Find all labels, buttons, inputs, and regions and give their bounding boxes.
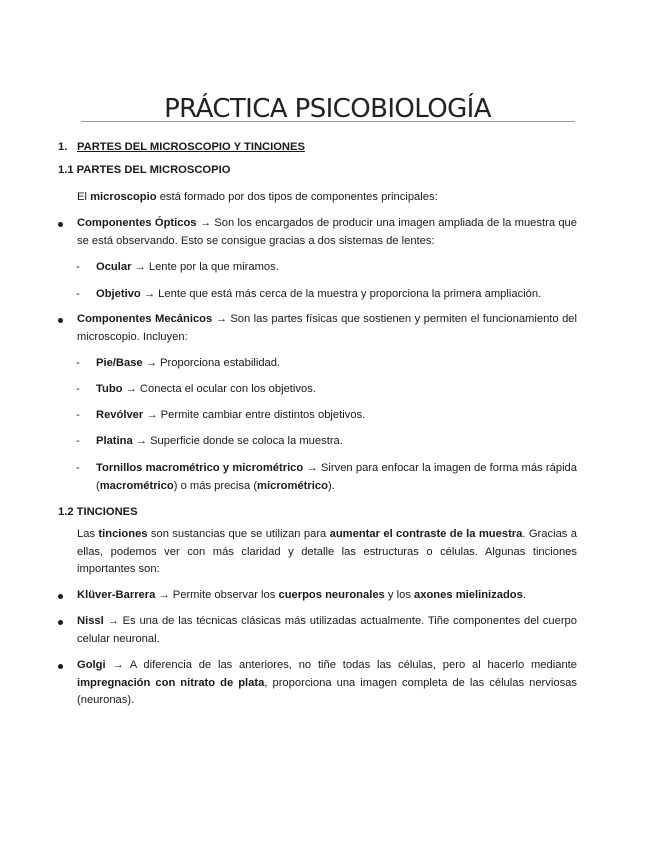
kluver-text-1: → Permite observar los xyxy=(155,589,279,601)
intro-text-a: El xyxy=(77,191,91,203)
bullet-dot-icon xyxy=(58,620,63,625)
kluver-label: Klüver-Barrera xyxy=(77,589,156,601)
tubo-text: → Conecta el ocular con los objetivos. xyxy=(122,383,316,395)
bullet-dot-icon xyxy=(58,318,63,323)
tornillos-bold-macro: macrométrico xyxy=(99,479,174,492)
dash-marker: - xyxy=(76,383,80,395)
mechanical-label: Componentes Mecánicos xyxy=(77,313,213,325)
sub-item-objetivo xyxy=(76,286,577,304)
sub-item-revolver xyxy=(76,407,577,425)
tinc-text-e: . Gracias a ellas, podemos ver con más claridad y detalle las estructuras o células. Algunas tinciones importantes son: xyxy=(77,528,577,575)
intro-paragraph-tinciones xyxy=(77,526,577,579)
sub-item-pie-base xyxy=(76,355,577,373)
section-heading-1 xyxy=(58,139,305,157)
revolver-text: → Permite cambiar entre distintos objetivos. xyxy=(143,409,366,421)
kluver-text-2: y los xyxy=(384,589,415,601)
ocular-label: Ocular xyxy=(96,261,132,273)
objetivo-label: Objetivo xyxy=(96,288,141,300)
tornillos-label: Tornillos macrométrico y micrométrico xyxy=(96,462,304,474)
dash-marker: - xyxy=(76,462,80,474)
bullet-kluver-barrera xyxy=(77,587,577,605)
tornillos-text-3: ). xyxy=(327,479,335,492)
tinc-text-a: Las xyxy=(77,528,99,540)
subsection-heading-1-2: 1.2 TINCIONES xyxy=(58,506,138,518)
intro-text-c: está formado por dos tipos de componentes principales: xyxy=(156,191,438,203)
dash-marker: - xyxy=(76,435,80,447)
golgi-bold-impregnacion: impregnación con nitrato de plata xyxy=(77,676,265,689)
bullet-mechanical-components xyxy=(77,311,577,346)
bullet-nissl xyxy=(77,613,577,648)
golgi-label: Golgi xyxy=(77,659,106,671)
nissl-text: → Es una de las técnicas clásicas más utilizadas actualmente. Tiñe componentes del cuerpo celular neuronal. xyxy=(77,615,577,645)
dash-marker: - xyxy=(76,261,80,273)
tornillos-text-1: → Sirven para enfocar la imagen de forma más rápida ( xyxy=(96,462,577,492)
pie-base-text: → Proporciona estabilidad. xyxy=(142,357,281,369)
tornillos-text-2: ) o más precisa ( xyxy=(173,479,258,492)
sub-item-tornillos xyxy=(76,460,577,495)
dash-marker: - xyxy=(76,288,80,300)
revolver-label: Revólver xyxy=(96,409,144,421)
pie-base-label: Pie/Base xyxy=(96,357,143,369)
tubo-label: Tubo xyxy=(96,383,123,395)
bullet-optical-components xyxy=(77,215,577,250)
section-number: 1. xyxy=(58,141,68,153)
bullet-dot-icon xyxy=(58,222,63,227)
tinc-bold-tinciones: tinciones xyxy=(98,528,148,540)
platina-text: → Superficie donde se coloca la muestra. xyxy=(132,435,343,447)
tornillos-bold-micro: micrométrico xyxy=(257,479,328,492)
subsection-heading-1-1: 1.1 PARTES DEL MICROSCOPIO xyxy=(58,164,231,176)
dash-marker: - xyxy=(76,357,80,369)
sub-item-ocular xyxy=(76,259,577,277)
bullet-dot-icon xyxy=(58,594,63,599)
section-title: PARTES DEL MICROSCOPIO Y TINCIONES xyxy=(77,141,305,153)
bullet-dot-icon xyxy=(58,664,63,669)
kluver-text-3: . xyxy=(522,589,526,601)
bullet-golgi xyxy=(77,657,577,710)
tinc-bold-contraste: aumentar el contraste de la muestra xyxy=(329,528,523,540)
nissl-label: Nissl xyxy=(77,615,104,627)
kluver-bold-cuerpos: cuerpos neuronales xyxy=(278,589,385,601)
tinc-text-c: son sustancias que se utilizan para xyxy=(147,528,330,540)
objetivo-text: → Lente que está más cerca de la muestra y proporciona la primera ampliación. xyxy=(140,288,542,300)
sub-item-tubo xyxy=(76,381,577,399)
golgi-text-2: , proporciona una imagen completa de las células nerviosas (neuronas). xyxy=(77,676,577,706)
intro-bold-microscopio: microscopio xyxy=(90,191,157,203)
title-underline-divider xyxy=(81,121,575,122)
kluver-bold-axones: axones mielinizados xyxy=(414,589,523,601)
ocular-text: → Lente por la que miramos. xyxy=(131,261,279,273)
mechanical-text: → Son las partes físicas que sostienen y permiten el funcionamiento del microscopio. Incluyen: xyxy=(77,313,577,343)
golgi-text-1: → A diferencia de las anteriores, no tiñe todas las células, pero al hacerlo mediante xyxy=(105,659,577,671)
platina-label: Platina xyxy=(96,435,133,447)
dash-marker: - xyxy=(76,409,80,421)
sub-item-platina xyxy=(76,433,577,451)
optical-label: Componentes Ópticos xyxy=(77,217,197,229)
page-title: PRÁCTICA PSICOBIOLOGÍA xyxy=(164,94,491,125)
intro-paragraph-microscope xyxy=(77,189,577,207)
optical-text: → Son los encargados de producir una imagen ampliada de la muestra que se está observando. Esto se consigue gracias a dos sistemas de lentes: xyxy=(77,217,578,247)
